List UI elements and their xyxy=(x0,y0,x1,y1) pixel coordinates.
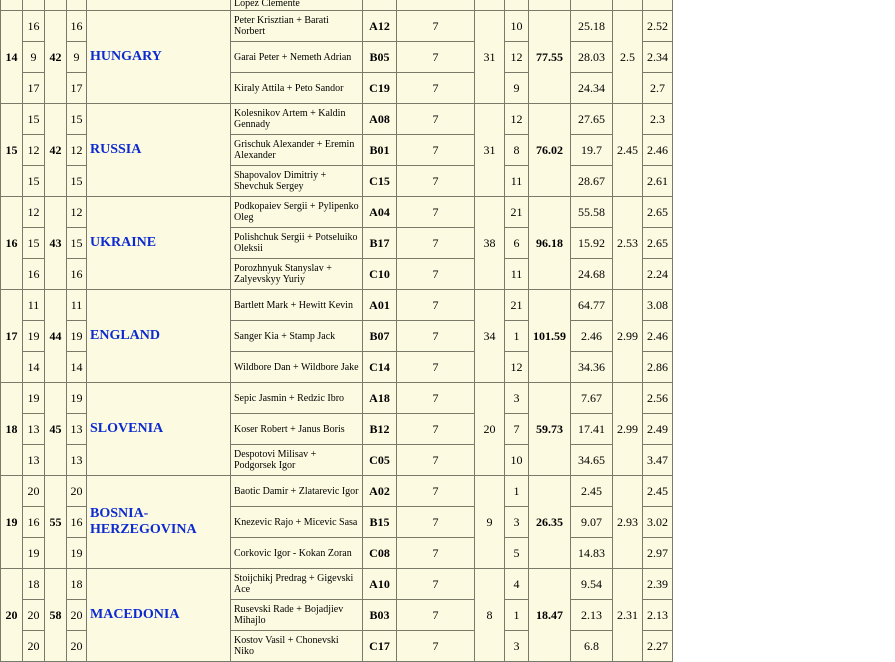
played-count: 7 xyxy=(397,42,475,73)
pair-name: Sanger Kia + Stamp Jack xyxy=(231,321,363,352)
pair-score-a: 11 xyxy=(23,290,45,321)
cell xyxy=(505,0,529,11)
pair-points: 2.13 xyxy=(571,600,613,631)
pair-score-b: 19 xyxy=(67,538,87,569)
country-name: ENGLAND xyxy=(87,290,231,383)
pair-place: 1 xyxy=(505,476,529,507)
played-count: 7 xyxy=(397,476,475,507)
pair-code: A08 xyxy=(363,104,397,135)
pair-points: 9.54 xyxy=(571,569,613,600)
table-row xyxy=(1,569,673,600)
pair-index: 2.45 xyxy=(643,476,673,507)
pair-points: 6.8 xyxy=(571,631,613,662)
pair-index: 2.97 xyxy=(643,538,673,569)
pair-name: Wildbore Dan + Wildbore Jake xyxy=(231,352,363,383)
played-count: 7 xyxy=(397,228,475,259)
pair-score-b: 19 xyxy=(67,321,87,352)
team-rank: 15 xyxy=(1,104,23,197)
table-row xyxy=(1,197,673,228)
pair-name: Podkopaiev Sergii + Pylipenko Oleg xyxy=(231,197,363,228)
team-score-mid: 55 xyxy=(45,476,67,569)
pair-code: B17 xyxy=(363,228,397,259)
team-score-total: 9 xyxy=(475,476,505,569)
team-score-mid: 58 xyxy=(45,569,67,662)
pair-score-a: 20 xyxy=(23,631,45,662)
pair-points: 9.07 xyxy=(571,507,613,538)
pair-score-b: 9 xyxy=(67,42,87,73)
team-rank: 16 xyxy=(1,197,23,290)
team-average: 2.53 xyxy=(613,197,643,290)
pair-name: Kolesnikov Artem + Kaldin Gennady xyxy=(231,104,363,135)
team-score-mid: 43 xyxy=(45,197,67,290)
team-score-mid: 45 xyxy=(45,383,67,476)
pair-name: Grischuk Alexander + Eremin Alexander xyxy=(231,135,363,166)
pair-code: A10 xyxy=(363,569,397,600)
pair-score-b: 12 xyxy=(67,135,87,166)
played-count: 7 xyxy=(397,538,475,569)
pair-score-b: 19 xyxy=(67,383,87,414)
pair-index: 2.65 xyxy=(643,197,673,228)
pair-score-a: 18 xyxy=(23,569,45,600)
team-grand-total: 76.02 xyxy=(529,104,571,197)
pair-index: 2.39 xyxy=(643,569,673,600)
country-name: MACEDONIA xyxy=(87,569,231,662)
pair-score-b: 13 xyxy=(67,414,87,445)
played-count: 7 xyxy=(397,414,475,445)
team-rank: 19 xyxy=(1,476,23,569)
pair-name: Peter Krisztian + Barati Norbert xyxy=(231,11,363,42)
pair-name: Porozhnyuk Stanyslav + Zalyevskyy Yuriy xyxy=(231,259,363,290)
pair-code: B12 xyxy=(363,414,397,445)
pair-points: 19.7 xyxy=(571,135,613,166)
pair-name: Rusevski Rade + Bojadjiev Mihajlo xyxy=(231,600,363,631)
pair-place: 8 xyxy=(505,135,529,166)
pair-points: 7.67 xyxy=(571,383,613,414)
team-grand-total: 59.73 xyxy=(529,383,571,476)
team-average: 2.99 xyxy=(613,383,643,476)
pair-index: 3.47 xyxy=(643,445,673,476)
pair-score-a: 20 xyxy=(23,600,45,631)
team-score-total: 31 xyxy=(475,11,505,104)
team-average: 2.45 xyxy=(613,104,643,197)
pair-score-a: 16 xyxy=(23,11,45,42)
team-score-mid: 44 xyxy=(45,290,67,383)
pair-name: Stoijchikj Predrag + Gigevski Ace xyxy=(231,569,363,600)
pair-index: 2.27 xyxy=(643,631,673,662)
pair-place: 4 xyxy=(505,569,529,600)
team-average: 2.31 xyxy=(613,569,643,662)
pair-code: B15 xyxy=(363,507,397,538)
pair-score-b: 16 xyxy=(67,259,87,290)
pair-name: Polishchuk Sergii + Potseluiko Oleksii xyxy=(231,228,363,259)
cell xyxy=(397,0,475,11)
pair-score-b: 20 xyxy=(67,631,87,662)
played-count: 7 xyxy=(397,197,475,228)
pair-index: 2.56 xyxy=(643,383,673,414)
pair-name: Lopez Clemente xyxy=(231,0,363,11)
pair-place: 3 xyxy=(505,631,529,662)
pair-points: 24.34 xyxy=(571,73,613,104)
team-score-total: 34 xyxy=(475,290,505,383)
pair-place: 11 xyxy=(505,259,529,290)
played-count: 7 xyxy=(397,73,475,104)
country-name: SLOVENIA xyxy=(87,383,231,476)
pair-score-a: 20 xyxy=(23,476,45,507)
pair-score-b: 14 xyxy=(67,352,87,383)
pair-score-a: 15 xyxy=(23,104,45,135)
pair-place: 21 xyxy=(505,290,529,321)
country-name: RUSSIA xyxy=(87,104,231,197)
results-table-body xyxy=(1,0,673,662)
cell xyxy=(87,0,231,11)
team-average: 2.5 xyxy=(613,11,643,104)
pair-place: 10 xyxy=(505,11,529,42)
pair-place: 5 xyxy=(505,538,529,569)
pair-place: 12 xyxy=(505,352,529,383)
pair-place: 7 xyxy=(505,414,529,445)
pair-name: Knezevic Rajo + Micevic Sasa xyxy=(231,507,363,538)
played-count: 7 xyxy=(397,445,475,476)
pair-code: A02 xyxy=(363,476,397,507)
pair-index: 2.61 xyxy=(643,166,673,197)
pair-score-b: 15 xyxy=(67,166,87,197)
pair-points: 25.18 xyxy=(571,11,613,42)
played-count: 7 xyxy=(397,11,475,42)
pair-code: A04 xyxy=(363,197,397,228)
country-name: UKRAINE xyxy=(87,197,231,290)
pair-score-a: 19 xyxy=(23,538,45,569)
played-count: 7 xyxy=(397,383,475,414)
pair-name: Bartlett Mark + Hewitt Kevin xyxy=(231,290,363,321)
cell xyxy=(643,0,673,11)
pair-name: Kiraly Attila + Peto Sandor xyxy=(231,73,363,104)
team-grand-total: 77.55 xyxy=(529,11,571,104)
pair-code: B03 xyxy=(363,600,397,631)
played-count: 7 xyxy=(397,259,475,290)
pair-code: C10 xyxy=(363,259,397,290)
pair-score-b: 15 xyxy=(67,104,87,135)
pair-score-a: 14 xyxy=(23,352,45,383)
pair-index: 2.13 xyxy=(643,600,673,631)
pair-score-b: 20 xyxy=(67,600,87,631)
pair-place: 6 xyxy=(505,228,529,259)
pair-code: C15 xyxy=(363,166,397,197)
pair-index: 2.3 xyxy=(643,104,673,135)
cell xyxy=(23,0,45,11)
table-row xyxy=(1,383,673,414)
team-score-total: 31 xyxy=(475,104,505,197)
pair-code: C17 xyxy=(363,631,397,662)
pair-place: 12 xyxy=(505,104,529,135)
pair-index: 3.08 xyxy=(643,290,673,321)
pair-place: 9 xyxy=(505,73,529,104)
pair-points: 14.83 xyxy=(571,538,613,569)
pair-index: 2.34 xyxy=(643,42,673,73)
team-rank: 20 xyxy=(1,569,23,662)
played-count: 7 xyxy=(397,600,475,631)
pair-score-a: 16 xyxy=(23,507,45,538)
table-row xyxy=(1,104,673,135)
pair-score-a: 19 xyxy=(23,321,45,352)
pair-score-b: 18 xyxy=(67,569,87,600)
pair-code: B01 xyxy=(363,135,397,166)
pair-place: 1 xyxy=(505,600,529,631)
pair-score-b: 12 xyxy=(67,197,87,228)
pair-score-b: 20 xyxy=(67,476,87,507)
pair-score-a: 19 xyxy=(23,383,45,414)
team-grand-total: 18.47 xyxy=(529,569,571,662)
pair-code: C05 xyxy=(363,445,397,476)
cell xyxy=(67,0,87,11)
pair-place: 11 xyxy=(505,166,529,197)
pair-score-a: 13 xyxy=(23,445,45,476)
pair-index: 2.49 xyxy=(643,414,673,445)
pair-code: C14 xyxy=(363,352,397,383)
cell xyxy=(475,0,505,11)
cell xyxy=(571,0,613,11)
pair-code: C08 xyxy=(363,538,397,569)
pair-place: 3 xyxy=(505,383,529,414)
pair-index: 2.46 xyxy=(643,321,673,352)
pair-place: 3 xyxy=(505,507,529,538)
team-score-total: 20 xyxy=(475,383,505,476)
played-count: 7 xyxy=(397,321,475,352)
cell xyxy=(1,0,23,11)
pair-place: 10 xyxy=(505,445,529,476)
pair-score-a: 12 xyxy=(23,135,45,166)
pair-score-a: 15 xyxy=(23,166,45,197)
team-rank: 17 xyxy=(1,290,23,383)
pair-score-a: 13 xyxy=(23,414,45,445)
pair-score-a: 12 xyxy=(23,197,45,228)
pair-score-a: 15 xyxy=(23,228,45,259)
team-rank: 14 xyxy=(1,11,23,104)
pair-name: Despotovi Milisav + Podgorsek Igor xyxy=(231,445,363,476)
team-rank: 18 xyxy=(1,383,23,476)
pair-score-a: 9 xyxy=(23,42,45,73)
pair-index: 2.7 xyxy=(643,73,673,104)
pair-index: 2.46 xyxy=(643,135,673,166)
pair-name: Kostov Vasil + Chonevski Niko xyxy=(231,631,363,662)
cell xyxy=(45,0,67,11)
pair-score-b: 11 xyxy=(67,290,87,321)
pair-name: Shapovalov Dimitriy + Shevchuk Sergey xyxy=(231,166,363,197)
pair-score-b: 16 xyxy=(67,507,87,538)
played-count: 7 xyxy=(397,135,475,166)
pair-points: 17.41 xyxy=(571,414,613,445)
pair-points: 34.65 xyxy=(571,445,613,476)
pair-index: 2.65 xyxy=(643,228,673,259)
pair-points: 2.45 xyxy=(571,476,613,507)
pair-code: A01 xyxy=(363,290,397,321)
team-score-mid: 42 xyxy=(45,104,67,197)
pair-place: 21 xyxy=(505,197,529,228)
played-count: 7 xyxy=(397,507,475,538)
team-grand-total: 101.59 xyxy=(529,290,571,383)
pair-code: B05 xyxy=(363,42,397,73)
country-name: BOSNIA-HERZEGOVINA xyxy=(87,476,231,569)
pair-code: A12 xyxy=(363,11,397,42)
pair-score-a: 16 xyxy=(23,259,45,290)
table-row xyxy=(1,11,673,42)
pair-index: 2.24 xyxy=(643,259,673,290)
played-count: 7 xyxy=(397,352,475,383)
pair-score-b: 15 xyxy=(67,228,87,259)
cell xyxy=(529,0,571,11)
pair-place: 12 xyxy=(505,42,529,73)
played-count: 7 xyxy=(397,631,475,662)
pair-score-b: 16 xyxy=(67,11,87,42)
pair-code: C19 xyxy=(363,73,397,104)
pair-score-a: 17 xyxy=(23,73,45,104)
pair-score-b: 17 xyxy=(67,73,87,104)
played-count: 7 xyxy=(397,290,475,321)
pair-index: 3.02 xyxy=(643,507,673,538)
cell xyxy=(613,0,643,11)
team-grand-total: 26.35 xyxy=(529,476,571,569)
pair-points: 28.03 xyxy=(571,42,613,73)
pair-points: 55.58 xyxy=(571,197,613,228)
pair-index: 2.52 xyxy=(643,11,673,42)
pair-points: 15.92 xyxy=(571,228,613,259)
team-average: 2.93 xyxy=(613,476,643,569)
table-row xyxy=(1,290,673,321)
pair-points: 64.77 xyxy=(571,290,613,321)
team-score-total: 8 xyxy=(475,569,505,662)
pair-index: 2.86 xyxy=(643,352,673,383)
played-count: 7 xyxy=(397,166,475,197)
played-count: 7 xyxy=(397,104,475,135)
pair-points: 24.68 xyxy=(571,259,613,290)
team-average: 2.99 xyxy=(613,290,643,383)
pair-points: 27.65 xyxy=(571,104,613,135)
pair-name: Corkovic Igor - Kokan Zoran xyxy=(231,538,363,569)
pair-code: A18 xyxy=(363,383,397,414)
pair-points: 28.67 xyxy=(571,166,613,197)
team-score-total: 38 xyxy=(475,197,505,290)
pair-name: Baotic Damir + Zlatarevic Igor xyxy=(231,476,363,507)
pair-name: Koser Robert + Janus Boris xyxy=(231,414,363,445)
table-row-partial xyxy=(1,0,673,11)
played-count: 7 xyxy=(397,569,475,600)
table-row xyxy=(1,476,673,507)
team-grand-total: 96.18 xyxy=(529,197,571,290)
pair-points: 2.46 xyxy=(571,321,613,352)
cell xyxy=(363,0,397,11)
pair-name: Sepic Jasmin + Redzic Ibro xyxy=(231,383,363,414)
pair-code: B07 xyxy=(363,321,397,352)
pair-name: Garai Peter + Nemeth Adrian xyxy=(231,42,363,73)
pair-score-b: 13 xyxy=(67,445,87,476)
team-score-mid: 42 xyxy=(45,11,67,104)
pair-place: 1 xyxy=(505,321,529,352)
country-name: HUNGARY xyxy=(87,11,231,104)
pair-points: 34.36 xyxy=(571,352,613,383)
